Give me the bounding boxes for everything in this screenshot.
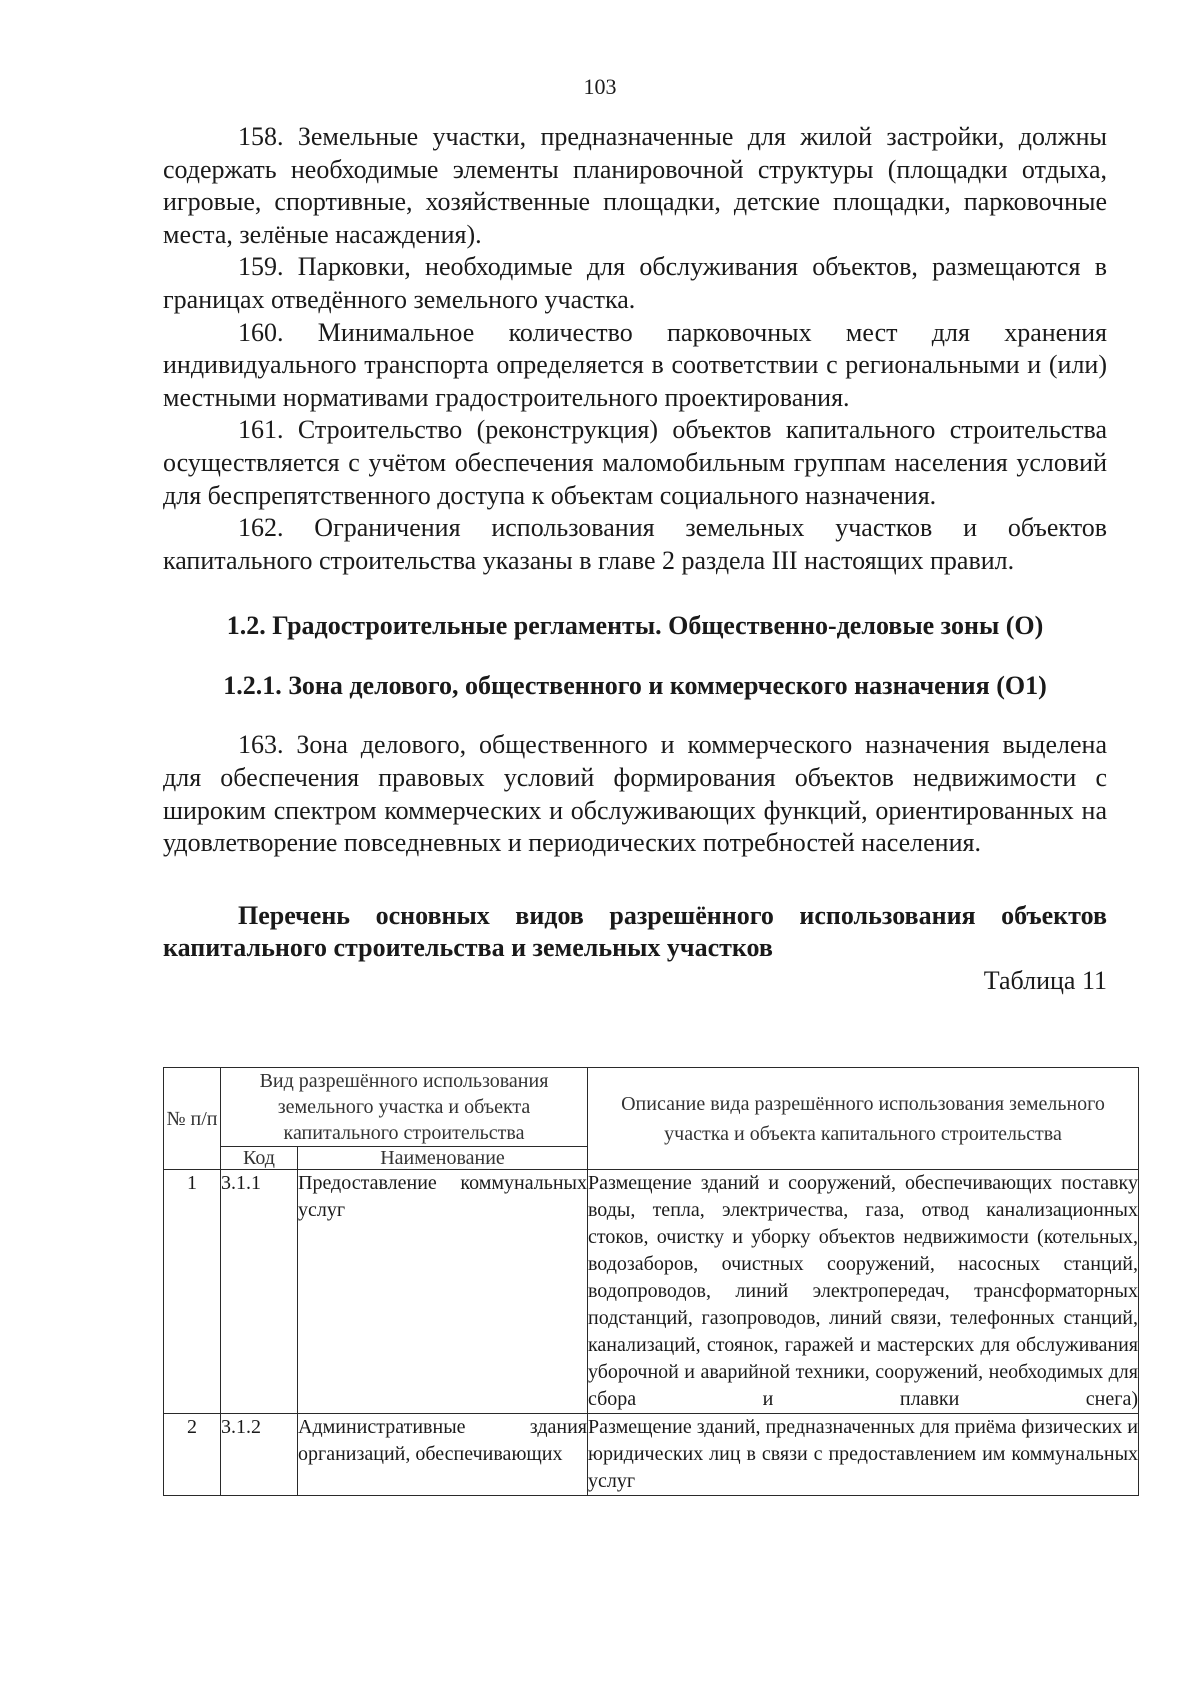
table-header-row bbox=[164, 1068, 1139, 1147]
header-number: № п/п bbox=[164, 1068, 221, 1170]
header-name: Наименование bbox=[298, 1147, 588, 1170]
paragraph-160: 160. Минимальное количество парковочных мест для хранения индивидуального транспорта определяется в соответствии с региональными и (или) местными нормативами градостроительного проектирования. bbox=[163, 317, 1107, 412]
header-code: Код bbox=[221, 1147, 298, 1170]
document-body bbox=[163, 121, 1107, 998]
list-title: Перечень основных видов разрешённого использования объектов капитального строительства и земельных участков bbox=[163, 900, 1107, 962]
paragraph-159: 159. Парковки, необходимые для обслуживания объектов, размещаются в границах отведённого земельного участка. bbox=[163, 252, 1107, 314]
row-code: 3.1.2 bbox=[221, 1414, 298, 1496]
table-row bbox=[164, 1414, 1139, 1496]
header-use-type-group: Вид разрешённого использования земельного участка и объекта капитального строительства bbox=[221, 1068, 588, 1147]
paragraph-162: 162. Ограничения использования земельных участков и объектов капитального строительства указаны в главе 2 раздела III настоящих правил. bbox=[163, 513, 1107, 575]
use-types-table bbox=[163, 1067, 1139, 1496]
subsection-heading: 1.2.1. Зона делового, общественного и коммерческого назначения (О1) bbox=[223, 671, 1047, 701]
header-description: Описание вида разрешённого использования земельного участка и объекта капитального строительства bbox=[588, 1068, 1139, 1170]
section-heading: 1.2. Градостроительные регламенты. Общественно-деловые зоны (О) bbox=[226, 611, 1044, 641]
page-number: 103 bbox=[583, 74, 617, 99]
row-number: 2 bbox=[164, 1414, 221, 1496]
row-description: Размещение зданий и сооружений, обеспечивающих поставку воды, тепла, электричества, газа, отвод канализационных стоков, очистку и уборку объектов недвижимости (котельных, водозаборов, очистных сооружений, насосных станций, водопроводов, линий электропередач, трансформаторных подстанций, газопроводов, линий связи, телефонных станций, канализаций, стоянок, гаражей и мастерских для обслуживания уборочной и аварийной техники, сооружений, необходимых для сбора и плавки снега) bbox=[588, 1170, 1139, 1414]
table-row bbox=[164, 1170, 1139, 1414]
row-number: 1 bbox=[164, 1170, 221, 1414]
paragraph-158: 158. Земельные участки, предназначенные для жилой застройки, должны содержать необходимые элементы планировочной структуры (площадки отдыха, игровые, спортивные, хозяйственные площадки, детские площадки, парковочные места, зелёные насаждения). bbox=[163, 122, 1107, 249]
paragraph-163: 163. Зона делового, общественного и коммерческого назначения выделена для обеспечения правовых условий формирования объектов недвижимости с широким спектром коммерческих и обслуживающих функций, ориентированных на удовлетворение повседневных и периодических потребностей населения. bbox=[163, 730, 1107, 858]
row-name: Административные здания организаций, обеспечивающих bbox=[298, 1414, 588, 1496]
table-label: Таблица 11 bbox=[983, 965, 1107, 995]
paragraph-161: 161. Строительство (реконструкция) объектов капитального строительства осуществляется с учётом обеспечения маломобильным группам населения условий для беспрепятственного доступа к объектам социального назначения. bbox=[163, 415, 1107, 510]
row-name: Предоставление коммунальных услуг bbox=[298, 1170, 588, 1414]
row-code: 3.1.1 bbox=[221, 1170, 298, 1414]
row-description: Размещение зданий, предназначенных для приёма физических и юридических лиц в связи с предоставлением им коммунальных услуг bbox=[588, 1414, 1139, 1496]
